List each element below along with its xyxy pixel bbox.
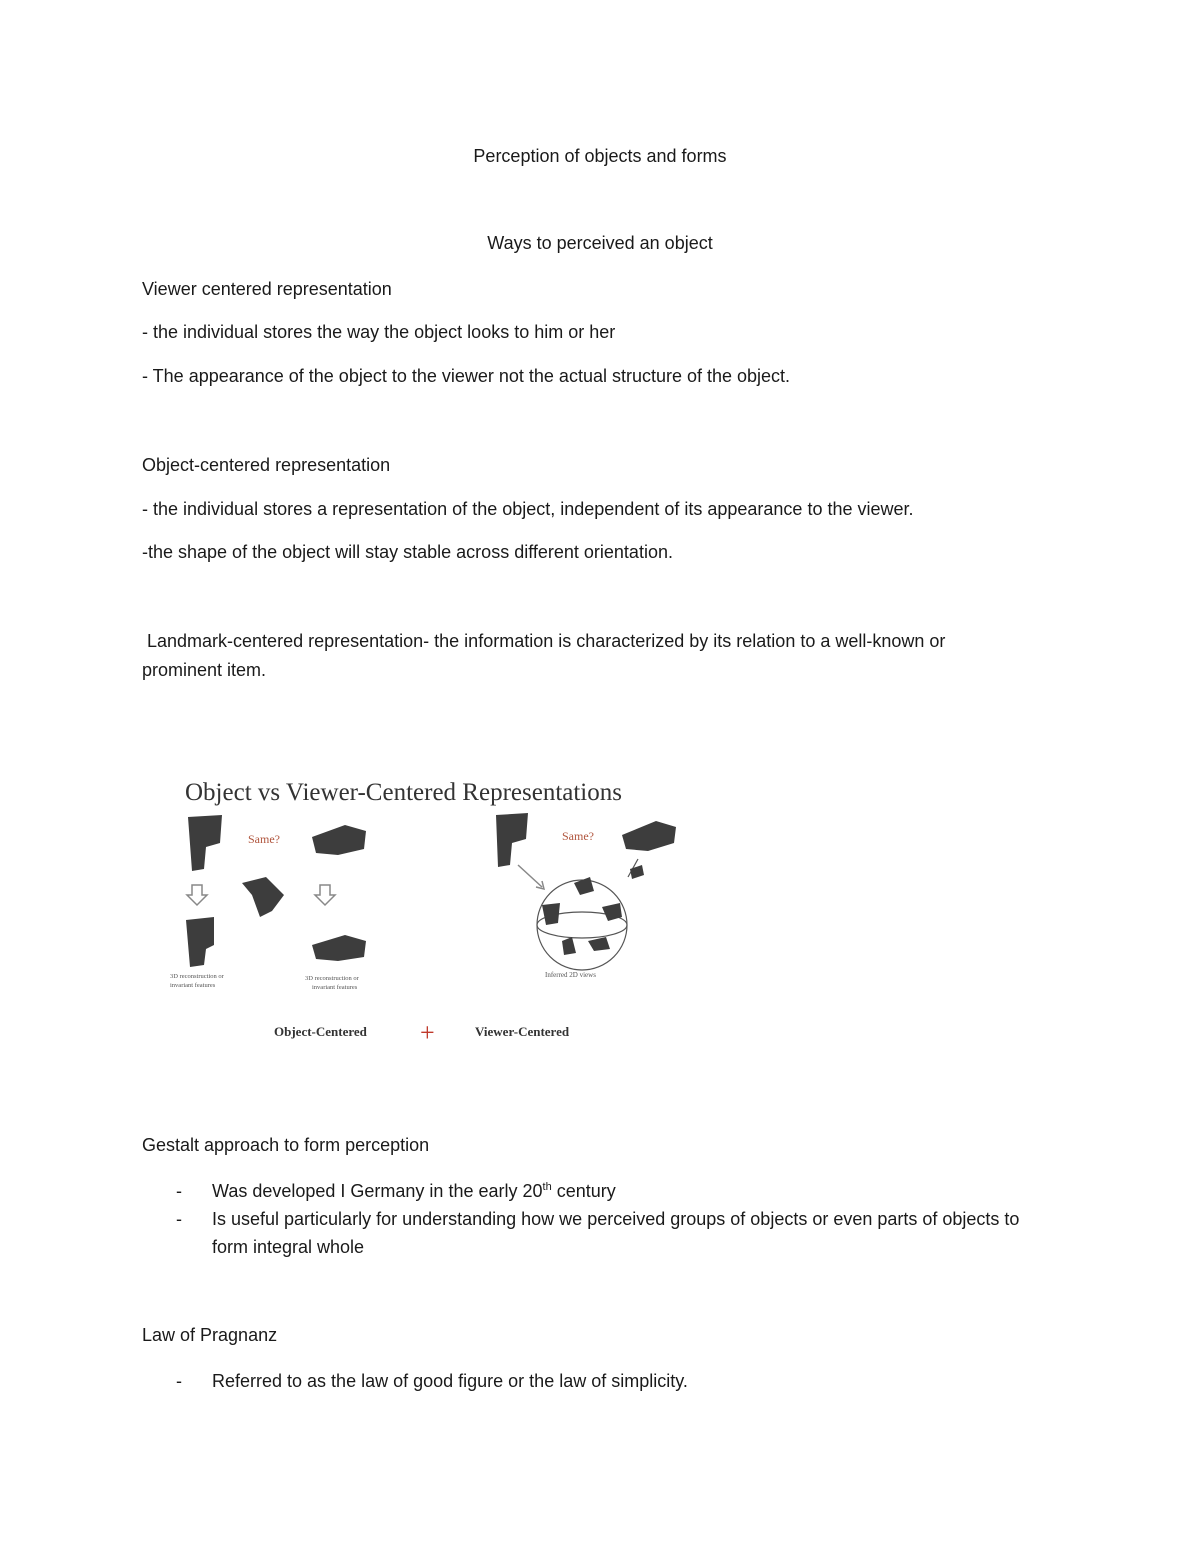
- object-shape-icon: [242, 877, 284, 917]
- bullet-dash: -: [176, 1209, 182, 1229]
- caption-mid: invariant features: [312, 984, 358, 991]
- arrow-down-icon: [187, 885, 207, 905]
- superscript: th: [542, 1181, 552, 1193]
- document-subtitle: Ways to perceived an object: [487, 233, 713, 253]
- gestalt-heading: Gestalt approach to form perception: [142, 1135, 430, 1155]
- pragnanz-heading: Law of Pragnanz: [142, 1325, 278, 1345]
- same-label: Same?: [562, 829, 594, 843]
- caption-left: 3D reconstruction or: [170, 973, 224, 980]
- object-centered-label: Object-Centered: [274, 1024, 367, 1039]
- arrow-down-icon: [315, 885, 335, 905]
- caption-mid: 3D reconstruction or: [305, 975, 359, 982]
- caption-left: invariant features: [170, 982, 216, 989]
- viewer-line: - The appearance of the object to the viewer not the actual structure of the object.: [142, 366, 791, 386]
- gestalt-bullet-text: century: [551, 1181, 616, 1201]
- object-shape-icon: [312, 825, 366, 855]
- representation-figure: [170, 765, 710, 1065]
- pragnanz-bullet: Referred to as the law of good figure or the law of simplicity.: [212, 1371, 688, 1391]
- view-shape-icon: [542, 865, 644, 955]
- gestalt-bullet-text: Was developed I Germany in the early 20: [212, 1181, 543, 1201]
- viewer-centered-label: Viewer-Centered: [475, 1024, 570, 1039]
- object-heading: Object-centered representation: [142, 455, 391, 475]
- plus-icon: +: [420, 1018, 435, 1047]
- object-shape-icon: [496, 813, 528, 867]
- landmark-line: prominent item.: [142, 660, 267, 680]
- gestalt-bullet: [212, 1177, 1052, 1205]
- document-title: Perception of objects and forms: [473, 146, 727, 166]
- viewer-line: - the individual stores the way the object looks to him or her: [142, 322, 616, 342]
- object-shape-icon: [186, 917, 214, 967]
- caption-right: Inferred 2D views: [545, 971, 596, 979]
- bullet-dash: -: [176, 1371, 182, 1391]
- arrow-diagonal-icon: [518, 865, 544, 889]
- object-shape-icon: [622, 821, 676, 851]
- figure-title: Object vs Viewer-Centered Representations: [185, 779, 622, 806]
- object-line: - the individual stores a representation of the object, independent of its appearance to the viewer.: [142, 499, 914, 519]
- object-shape-icon: [312, 935, 366, 961]
- landmark-line: Landmark-centered representation- the information is characterized by its relation to a well-known or: [142, 631, 946, 651]
- object-line: -the shape of the object will stay stable across different orientation.: [142, 542, 673, 562]
- gestalt-bullet: Is useful particularly for understanding how we perceived groups of objects or even parts of objects to form integral whole: [212, 1209, 1020, 1257]
- object-shape-icon: [188, 815, 222, 871]
- same-label: Same?: [248, 832, 280, 846]
- bullet-dash: -: [176, 1181, 182, 1201]
- viewer-heading: Viewer centered representation: [142, 279, 392, 299]
